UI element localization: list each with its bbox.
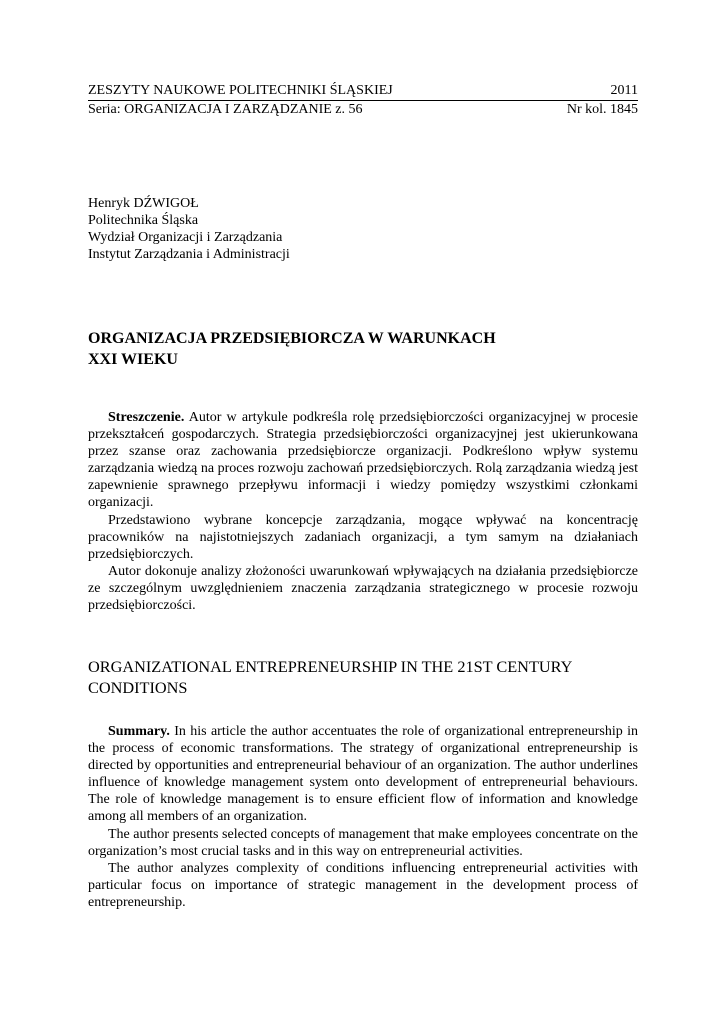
author-university: Politechnika Śląska [88, 213, 199, 228]
abstract-polish [88, 409, 638, 614]
abstract-polish-paragraph [88, 409, 638, 512]
series-name: Seria: ORGANIZACJA I ZARZĄDZANIE z. 56 [88, 102, 363, 117]
author-block [88, 195, 290, 263]
title-polish-line-2: XXI WIEKU [88, 351, 178, 368]
abstract-polish-paragraph: Autor dokonuje analizy złożoności uwarunkowań wpływających na działania przedsiębiorcze ze szczególnym uwzględnieniem znaczenia zarządzania strategicznego w procesie rozwoju przedsiębiorczości. [88, 563, 638, 614]
abstract-english-text: In his article the author accentuates the role of organizational entrepreneurship in the process of economic transformations. The strategy of organizational entrepreneurship is directed by opportunities and entrepreneurial behaviour of an organization. The author underlines influence of knowledge management system onto development of entrepreneurial behaviours. The role of knowledge management is to ensure efficient flow of information and knowledge among all members of an organization. [88, 724, 638, 825]
title-english-line-1: ORGANIZATIONAL ENTREPRENEURSHIP IN THE 21ST CENTURY [88, 657, 573, 676]
abstract-english-paragraph [88, 723, 638, 826]
abstract-english-label: Summary. [108, 724, 170, 739]
title-polish-line-1: ORGANIZACJA PRZEDSIĘBIORCZA W WARUNKACH [88, 330, 496, 347]
title-english-line-2: CONDITIONS [88, 678, 188, 697]
journal-name: ZESZYTY NAUKOWE POLITECHNIKI ŚLĄSKIEJ [88, 83, 393, 98]
title-polish [88, 328, 638, 370]
issue-number: Nr kol. 1845 [566, 102, 638, 117]
title-english [88, 656, 648, 698]
abstract-english-paragraph: The author analyzes complexity of conditions influencing entrepreneurial activities with particular focus on importance of strategic management in the development process of entrepreneurship. [88, 860, 638, 910]
running-header-top [88, 82, 638, 99]
journal-year: 2011 [610, 83, 638, 98]
abstract-polish-paragraph: Przedstawiono wybrane koncepcje zarządzania, mogące wpływać na koncentrację pracowników na najistotniejszych zadaniach organizacji, a tym samym na działaniach przedsiębiorczych. [88, 512, 638, 562]
abstract-polish-text: Autor w artykule podkreśla rolę przedsiębiorczości organizacyjnej w procesie przekształceń gospodarczych. Strategia przedsiębiorczości organizacyjnej jest ukierunkowana przez szanse oraz zachowania przedsiębiorcze organizacji. Podkreślono wpływ systemu zarządzania wiedzą na proces rozwoju zachowań przedsiębiorczych. Rolą zarządzania wiedzą jest zapewnienie sprawnego przepływu informacji i wiedzy pomiędzy wszystkimi członkami organizacji. [88, 410, 638, 511]
abstract-english [88, 723, 638, 911]
author-institute: Instytut Zarządzania i Administracji [88, 247, 290, 262]
author-faculty: Wydział Organizacji i Zarządzania [88, 230, 283, 245]
abstract-polish-label: Streszczenie. [108, 410, 185, 425]
running-header-bottom [88, 101, 638, 118]
author-name: Henryk DŹWIGOŁ [88, 196, 199, 211]
abstract-english-paragraph: The author presents selected concepts of management that make employees concentrate on the organization’s most crucial tasks and in this way on entrepreneurial activities. [88, 826, 638, 859]
